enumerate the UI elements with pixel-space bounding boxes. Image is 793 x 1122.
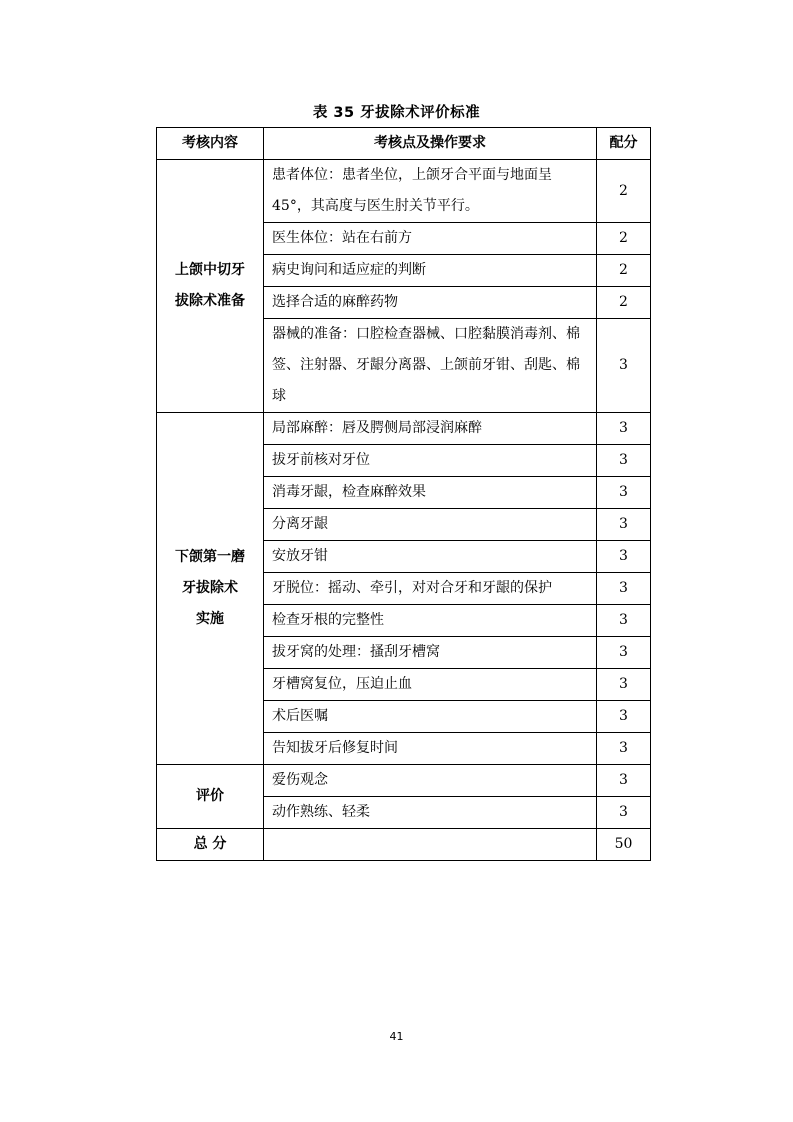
score-cell: 3 xyxy=(597,509,651,541)
total-row xyxy=(157,829,651,861)
score-cell: 3 xyxy=(597,541,651,573)
category-preparation xyxy=(157,160,264,413)
category-evaluation xyxy=(157,765,264,829)
category-line: 上颌中切牙 xyxy=(175,262,245,278)
score-cell: 3 xyxy=(597,701,651,733)
requirement-cell: 拔牙前核对牙位 xyxy=(264,445,597,477)
header-requirement: 考核点及操作要求 xyxy=(264,128,597,160)
table-row xyxy=(157,765,651,797)
score-cell: 3 xyxy=(597,669,651,701)
score-cell: 3 xyxy=(597,765,651,797)
requirement-cell: 动作熟练、轻柔 xyxy=(264,797,597,829)
score-cell: 3 xyxy=(597,413,651,445)
requirement-cell: 局部麻醉：唇及腭侧局部浸润麻醉 xyxy=(264,413,597,445)
score-cell: 3 xyxy=(597,445,651,477)
table-row xyxy=(157,160,651,223)
requirement-cell: 选择合适的麻醉药物 xyxy=(264,287,597,319)
requirement-cell: 医生体位：站在右前方 xyxy=(264,223,597,255)
page-number: 41 xyxy=(389,1030,404,1043)
score-cell: 2 xyxy=(597,287,651,319)
category-line: 下颌第一磨 xyxy=(175,549,245,565)
requirement-cell: 拔牙窝的处理：搔刮牙槽窝 xyxy=(264,637,597,669)
category-line: 拔除术准备 xyxy=(175,293,245,309)
score-cell: 3 xyxy=(597,797,651,829)
score-cell: 3 xyxy=(597,605,651,637)
category-line: 实施 xyxy=(196,611,224,627)
requirement-cell: 安放牙钳 xyxy=(264,541,597,573)
requirement-cell: 牙槽窝复位，压迫止血 xyxy=(264,669,597,701)
score-cell: 2 xyxy=(597,255,651,287)
requirement-cell: 器械的准备：口腔检查器械、口腔黏膜消毒剂、棉签、注射器、牙龈分离器、上颌前牙钳、刮匙、棉球 xyxy=(264,319,597,413)
header-score: 配分 xyxy=(597,128,651,160)
score-cell: 3 xyxy=(597,319,651,413)
requirement-cell: 检查牙根的完整性 xyxy=(264,605,597,637)
category-line: 评价 xyxy=(196,788,224,804)
requirement-cell: 分离牙龈 xyxy=(264,509,597,541)
score-cell: 2 xyxy=(597,223,651,255)
requirement-cell: 告知拔牙后修复时间 xyxy=(264,733,597,765)
category-line: 牙拔除术 xyxy=(182,580,238,596)
score-cell: 3 xyxy=(597,573,651,605)
requirement-cell: 牙脱位：摇动、牵引，对对合牙和牙龈的保护 xyxy=(264,573,597,605)
total-requirement-cell xyxy=(264,829,597,861)
score-cell: 3 xyxy=(597,637,651,669)
table-header-row xyxy=(157,128,651,160)
requirement-cell: 术后医嘱 xyxy=(264,701,597,733)
requirement-cell: 爱伤观念 xyxy=(264,765,597,797)
score-cell: 3 xyxy=(597,733,651,765)
score-cell: 3 xyxy=(597,477,651,509)
total-score: 50 xyxy=(597,829,651,861)
requirement-cell: 患者体位：患者坐位，上颌牙合平面与地面呈45°，其高度与医生肘关节平行。 xyxy=(264,160,597,223)
requirement-cell: 病史询问和适应症的判断 xyxy=(264,255,597,287)
evaluation-table xyxy=(156,127,651,861)
total-label: 总 分 xyxy=(157,829,264,861)
category-implementation xyxy=(157,413,264,765)
score-cell: 2 xyxy=(597,160,651,223)
header-category: 考核内容 xyxy=(157,128,264,160)
table-caption: 表 35 牙拔除术评价标准 xyxy=(312,105,481,121)
table-row xyxy=(157,413,651,445)
requirement-cell: 消毒牙龈，检查麻醉效果 xyxy=(264,477,597,509)
